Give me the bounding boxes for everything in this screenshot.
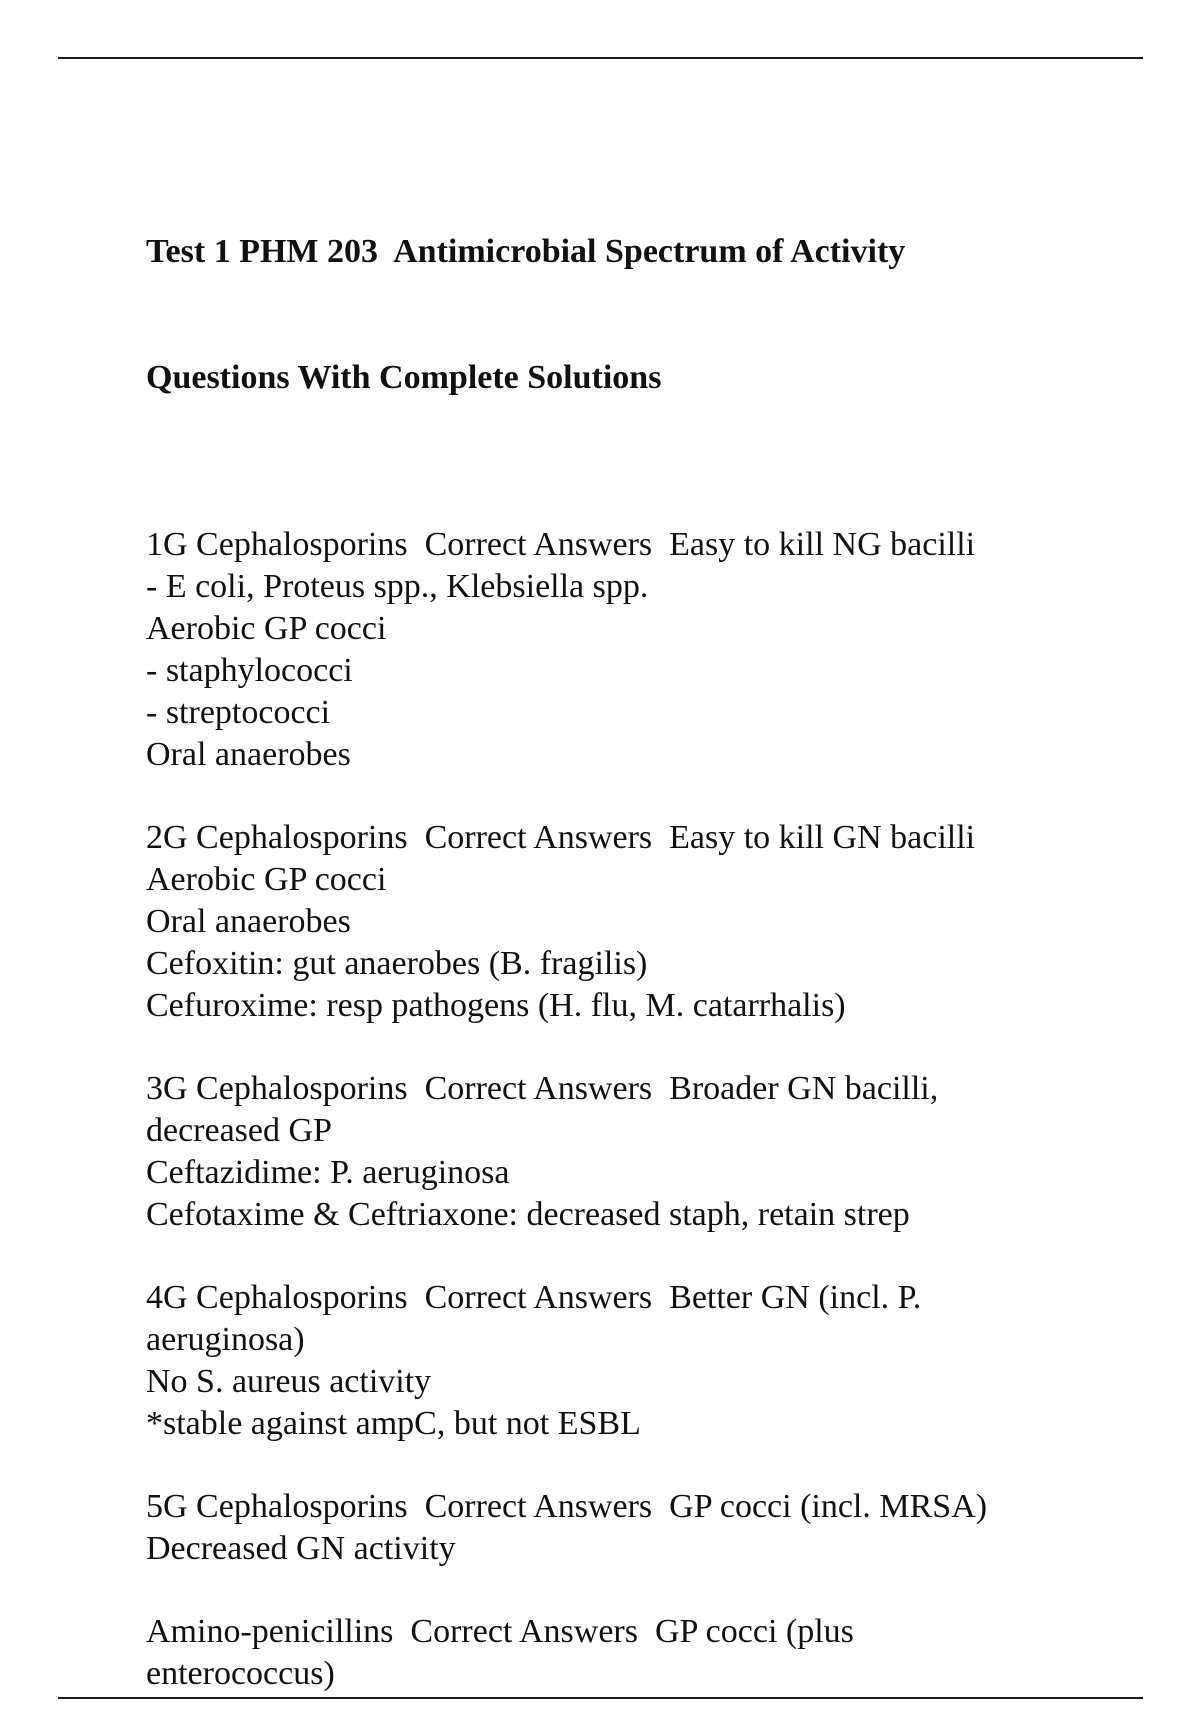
qa-line: 4G Cephalosporins Correct Answers Better GN (incl. P. [146,1279,922,1316]
qa-line: Ceftazidime: P. aeruginosa [146,1154,510,1191]
qa-entry-2g-cephalosporins [146,817,1106,1027]
footer-rule [58,1697,1143,1699]
qa-entry-5g-cephalosporins [146,1486,1106,1570]
qa-line: - streptococci [146,694,331,731]
qa-line: No S. aureus activity [146,1363,432,1400]
qa-line: *stable against ampC, but not ESBL [146,1405,641,1442]
document-body [146,147,1106,1736]
title-line: Questions With Complete Solutions [146,359,662,396]
qa-line: 1G Cephalosporins Correct Answers Easy to kill NG bacilli [146,526,976,563]
qa-line: Amino-penicillins Correct Answers GP cocci (plus [146,1613,854,1650]
qa-line: 2G Cephalosporins Correct Answers Easy to kill GN bacilli [146,819,976,856]
qa-line: - staphylococci [146,652,353,689]
qa-line: Aerobic GP cocci [146,861,387,898]
title-line: Test 1 PHM 203 Antimicrobial Spectrum of Activity [146,233,906,270]
qa-entry-amino-penicillins [146,1611,1106,1695]
qa-line: decreased GP [146,1112,332,1149]
qa-line: - E coli, Proteus spp., Klebsiella spp. [146,568,649,605]
qa-entry-4g-cephalosporins [146,1277,1106,1445]
qa-line: 5G Cephalosporins Correct Answers GP cocci (incl. MRSA) [146,1488,988,1525]
qa-entry-3g-cephalosporins [146,1068,1106,1236]
qa-line: Cefoxitin: gut anaerobes (B. fragilis) [146,945,648,982]
qa-line: Cefuroxime: resp pathogens (H. flu, M. catarrhalis) [146,987,846,1024]
qa-entry-1g-cephalosporins [146,524,1106,776]
qa-line: 3G Cephalosporins Correct Answers Broader GN bacilli, [146,1070,939,1107]
qa-line: enterococcus) [146,1655,335,1692]
qa-line: Cefotaxime & Ceftriaxone: decreased staph, retain strep [146,1196,910,1233]
qa-line: Decreased GN activity [146,1530,456,1567]
qa-line: aeruginosa) [146,1321,305,1358]
qa-line: Aerobic GP cocci [146,610,387,647]
qa-line: Oral anaerobes [146,903,351,940]
header-rule [58,57,1143,59]
qa-line: Oral anaerobes [146,736,351,773]
document-title [146,147,1106,483]
